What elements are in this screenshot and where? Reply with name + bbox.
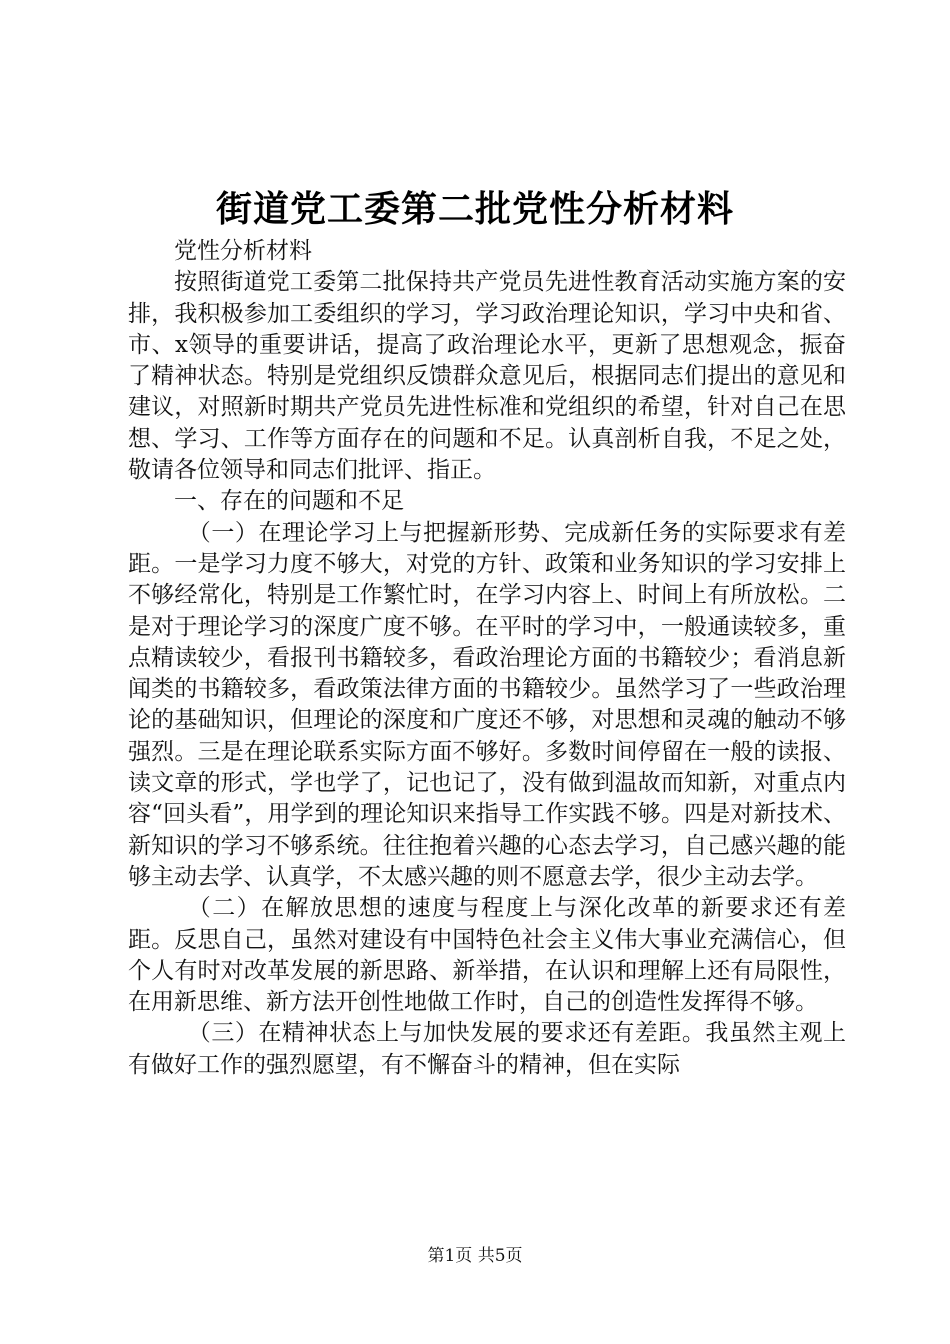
section-heading: 一、存在的问题和不足	[174, 488, 404, 515]
issue-paragraph-2: （二）在解放思想的速度与程度上与深化改革的新要求还有差距。反思自己，虽然对建设有中国特色社会主义伟大事业充满信心，但个人有时对改革发展的新思路、新举措，在认识和理解上还有局限性，在用新思维、新方法开创性地做工作时，自己的创造性发挥得不够。	[128, 895, 846, 1016]
page-number: 第1页 共5页	[427, 1246, 523, 1266]
issue-paragraph-3: （三）在精神状态上与加快发展的要求还有差距。我虽然主观上有做好工作的强烈愿望，有不懈奋斗的精神，但在实际	[128, 1020, 846, 1078]
document-body	[128, 236, 846, 1081]
issue-paragraph-1: （一）在理论学习上与把握新形势、完成新任务的实际要求有差距。一是学习力度不够大，对党的方针、政策和业务知识的学习安排上不够经常化，特别是工作繁忙时，在学习内容上、时间上有所放松。二是对于理论学习的深度广度不够。在平时的学习中，一般通读较多，重点精读较少，看报刊书籍较多，看政治理论方面的书籍较少；看消息新闻类的书籍较多，看政策法律方面的书籍较少。虽然学习了一些政治理论的基础知识，但理论的深度和广度还不够，对思想和灵魂的触动不够强烈。三是在理论联系实际方面不够好。多数时间停留在一般的读报、读文章的形式，学也学了，记也记了，没有做到温故而知新，对重点内容“回头看”，用学到的理论知识来指导工作实践不够。四是对新技术、新知识的学习不够系统。往往抱着兴趣的心态去学习，自己感兴趣的能够主动去学、认真学，不太感兴趣的则不愿意去学，很少主动去学。	[128, 519, 846, 890]
intro-paragraph: 按照街道党工委第二批保持共产党员先进性教育活动实施方案的安排，我积极参加工委组织的学习，学习政治理论知识，学习中央和省、市、x领导的重要讲话，提高了政治理论水平，更新了思想观念，振奋了精神状态。特别是党组织反馈群众意见后，根据同志们提出的意见和建议，对照新时期共产党员先进性标准和党组织的希望，针对自己在思想、学习、工作等方面存在的问题和不足。认真剖析自我，不足之处，敬请各位领导和同志们批评、指正。	[128, 269, 846, 484]
document-title: 街道党工委第二批党性分析材料	[215, 188, 734, 230]
subtitle-paragraph: 党性分析材料	[174, 238, 312, 264]
